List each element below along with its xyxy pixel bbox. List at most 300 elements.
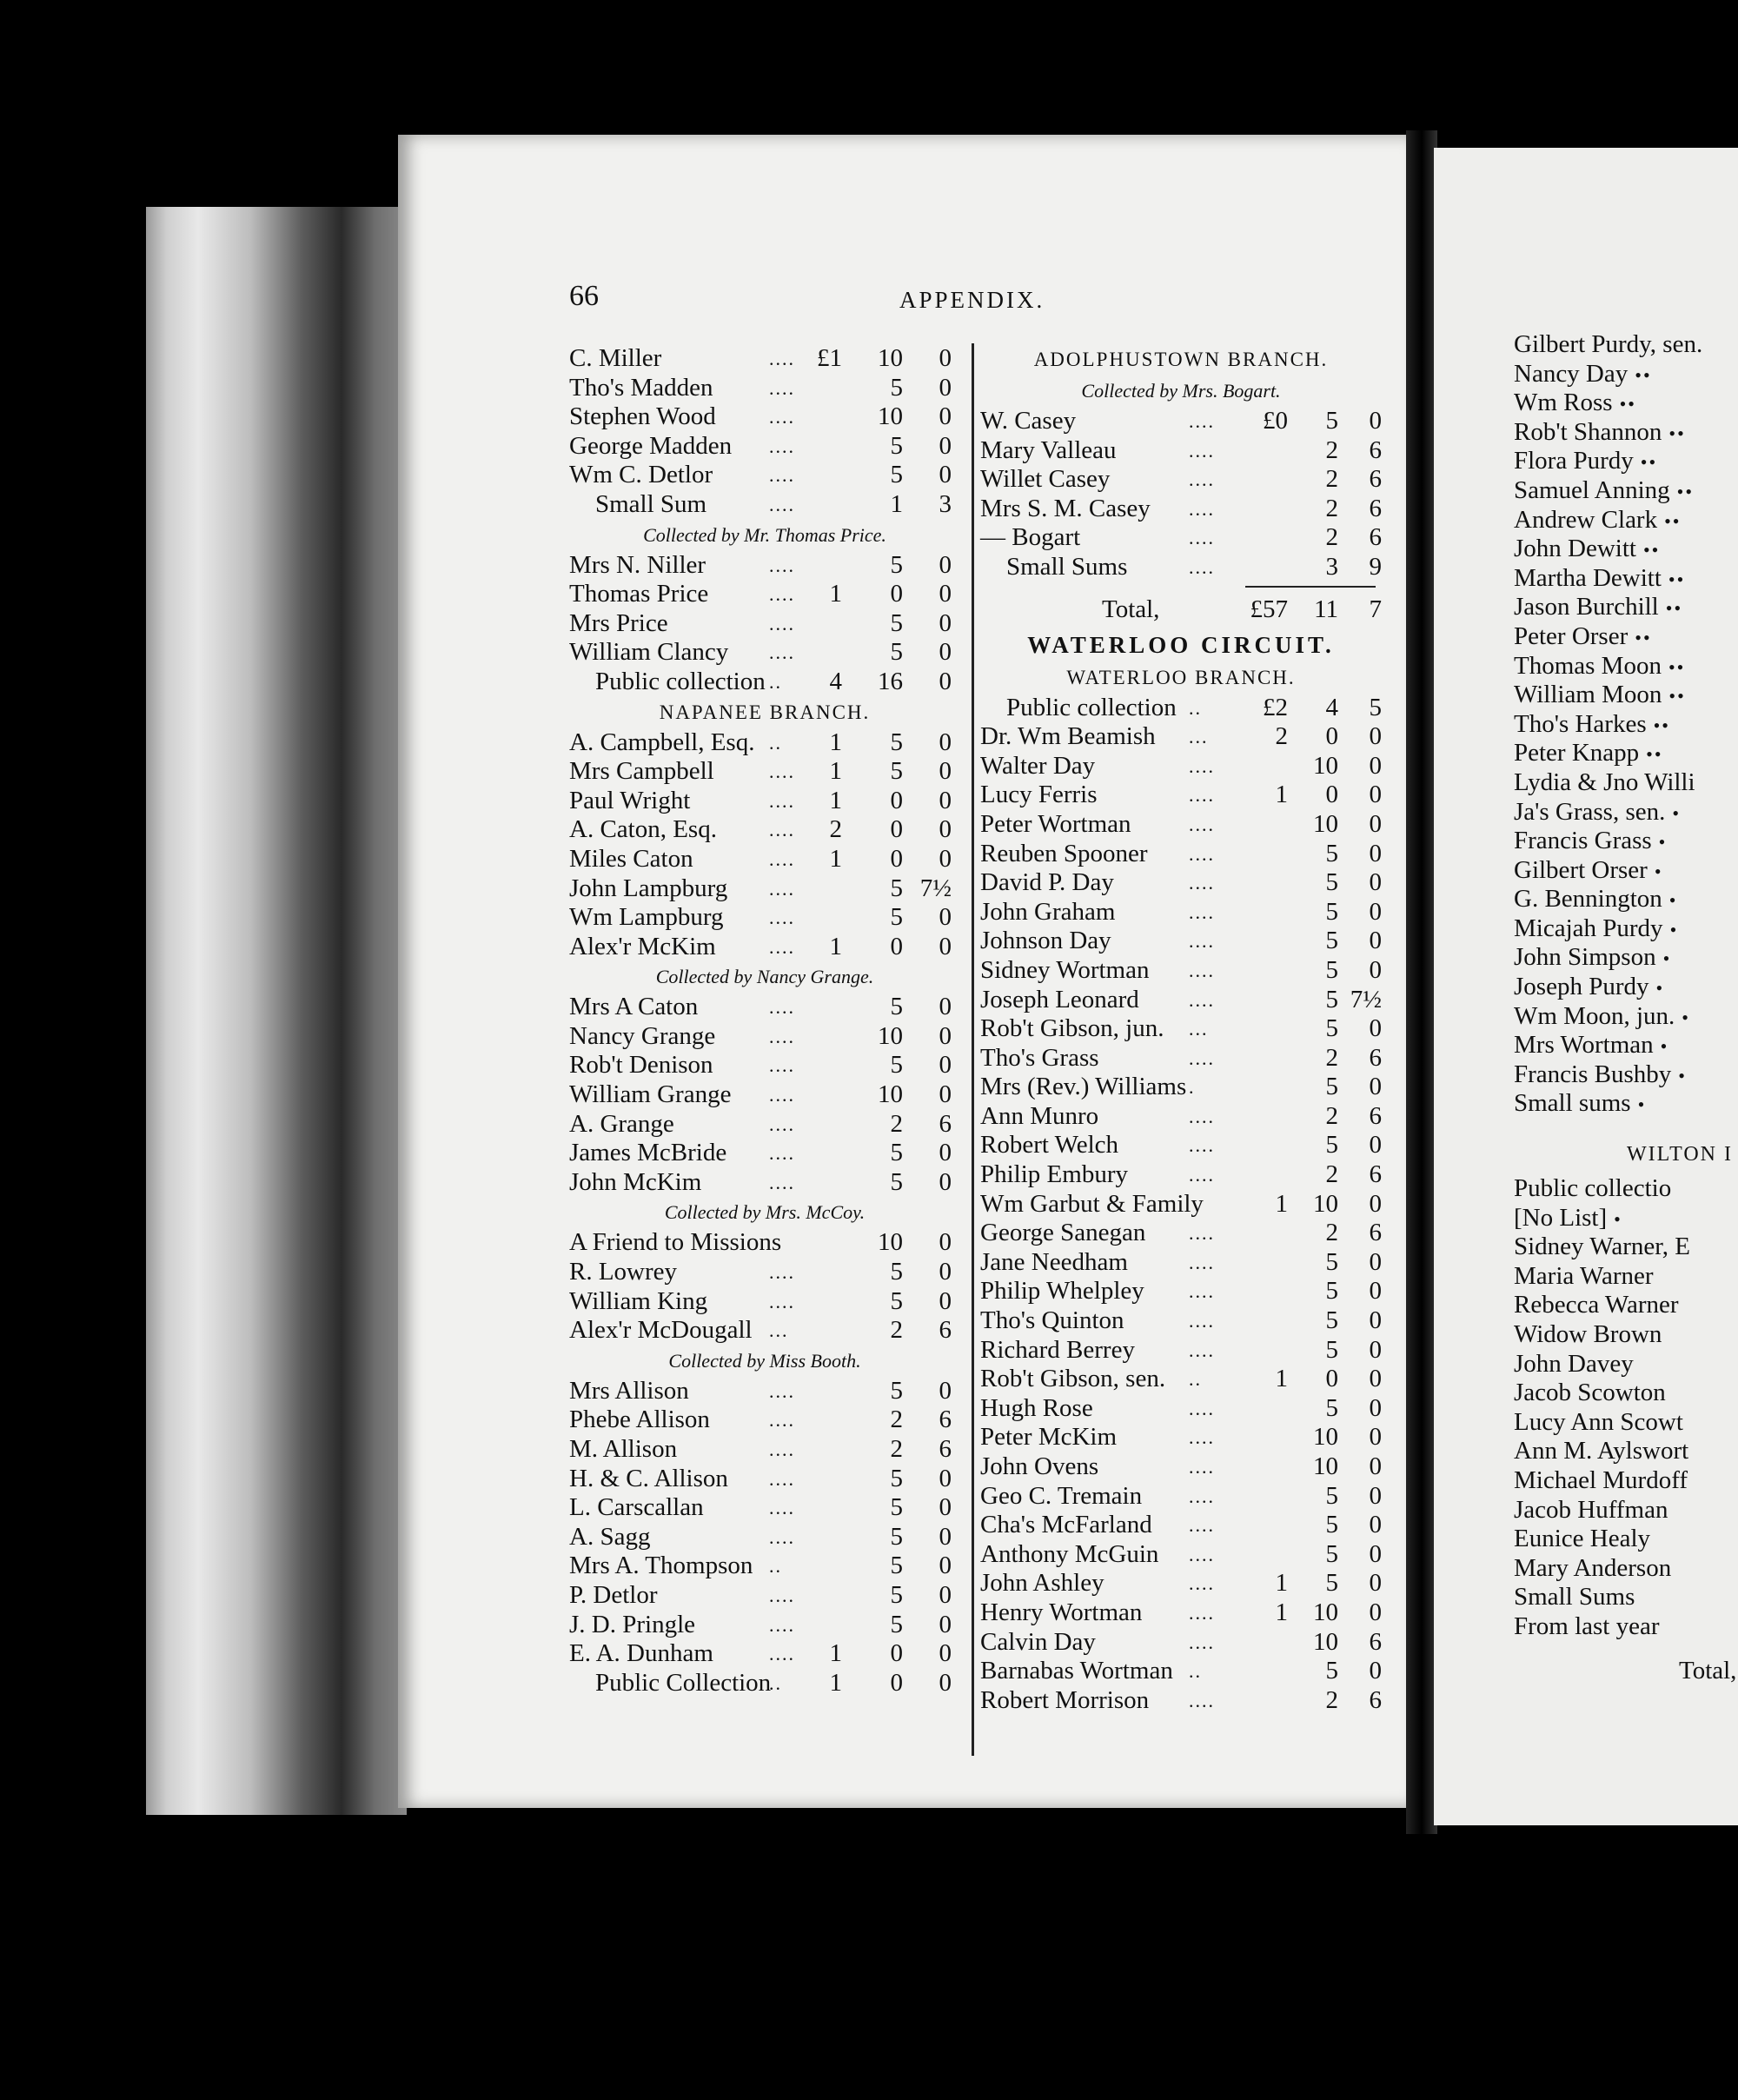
amount-shillings: 5 (890, 757, 903, 786)
contributor-name: A Friend to Missions (569, 1228, 782, 1257)
right-row (1514, 506, 1738, 535)
leader-dots: •• (1635, 626, 1652, 648)
right-row (1514, 973, 1738, 1002)
contributor-name: Widow Brown (1514, 1320, 1662, 1348)
branch-heading: WATERLOO BRANCH. (1066, 666, 1296, 688)
right-row (1514, 535, 1738, 564)
amount-shillings: 10 (1313, 1189, 1338, 1218)
contributor-name: Mrs N. Niller (569, 550, 706, 579)
leader-dots: .... (1189, 1164, 1215, 1186)
contributor-name: Thomas Price (569, 580, 709, 608)
right-row (1514, 768, 1738, 798)
branch-heading: NAPANEE BRANCH. (659, 701, 871, 723)
amount-pounds: 2 (829, 815, 842, 844)
amount-shillings: 10 (1313, 809, 1338, 838)
amount-shillings: 5 (890, 728, 903, 756)
total-label: Total, (1102, 595, 1160, 623)
ledger-row (980, 465, 1382, 495)
contributor-name: Rob't Denison (569, 1051, 713, 1080)
ledger-row (569, 374, 960, 403)
amount-shillings: 10 (878, 402, 903, 431)
leader-dots: .... (1189, 959, 1215, 981)
leader-dots: .. (769, 670, 782, 693)
amount-pence: 0 (1369, 1131, 1382, 1160)
ledger-row (980, 694, 1382, 723)
ledger-row (980, 956, 1382, 986)
leader-dots: .... (769, 907, 795, 929)
contributor-name: E. A. Dunham (569, 1639, 713, 1668)
amount-pence: 0 (939, 1639, 952, 1668)
contributor-name: John Simpson (1514, 943, 1656, 972)
leader-dots: .... (769, 819, 795, 841)
leader-dots: .... (1189, 930, 1215, 953)
amount-pounds: £2 (1263, 693, 1288, 721)
contributor-name: Philip Whelpley (980, 1277, 1144, 1306)
amount-shillings: 5 (1325, 1393, 1338, 1422)
right-row (1514, 330, 1738, 360)
amount-pence: 0 (939, 993, 952, 1021)
leader-dots: ... (1189, 726, 1209, 748)
ledger-row (980, 523, 1382, 553)
amount-shillings: 16 (878, 667, 903, 695)
ledger-row (980, 1073, 1382, 1102)
amount-pence: 6 (1369, 1043, 1382, 1072)
contributor-name: Mrs Campbell (569, 757, 714, 786)
amount-pence: 0 (1369, 1014, 1382, 1043)
amount-pence: 0 (939, 608, 952, 637)
leader-dots: .... (1189, 410, 1215, 432)
amount-shillings: 0 (890, 844, 903, 873)
amount-shillings: 5 (890, 1610, 903, 1638)
amount-pounds: 1 (1275, 1365, 1288, 1393)
leader-dots: .... (1189, 469, 1215, 491)
amount-pence: 0 (939, 1021, 952, 1050)
contributor-name: Wm C. Detlor (569, 461, 713, 489)
contributor-name: Henry Wortman (980, 1598, 1143, 1626)
amount-pence: 0 (1369, 1481, 1382, 1510)
amount-pence: 6 (1369, 1627, 1382, 1656)
leader-dots: • (1654, 860, 1663, 882)
contributor-name: George Sanegan (980, 1219, 1146, 1247)
contributor-name: A. Grange (569, 1109, 674, 1138)
contributor-name: Nancy Day (1514, 359, 1629, 388)
contributor-name: Mrs A Caton (569, 993, 699, 1021)
amount-shillings: 5 (890, 1493, 903, 1522)
ledger-row (569, 638, 960, 668)
amount-pence: 6 (1369, 465, 1382, 494)
amount-shillings: 5 (1325, 1511, 1338, 1539)
total-label: Total, (1679, 1656, 1737, 1685)
amount-pence: 0 (939, 1080, 952, 1109)
contributor-name: John Davey (1514, 1349, 1634, 1378)
contributor-name: Small sums (1514, 1089, 1631, 1118)
leader-dots: • (1637, 1093, 1647, 1116)
leader-dots: .... (769, 554, 795, 576)
amount-pence: 0 (939, 1580, 952, 1609)
leader-dots: .... (1189, 1251, 1215, 1273)
leader-dots: .... (769, 493, 795, 515)
ledger-row (569, 1022, 960, 1052)
amount-shillings: 3 (1325, 552, 1338, 581)
contributor-name: Jacob Huffman (1514, 1495, 1668, 1524)
amount-pence: 0 (1369, 1598, 1382, 1626)
contributor-name: Rob't Gibson, jun. (980, 1014, 1164, 1043)
contributor-name: Small Sums (1006, 552, 1128, 581)
contributor-name: Peter Wortman (980, 809, 1131, 838)
contributor-name: P. Detlor (569, 1580, 658, 1609)
leader-dots: .... (1189, 1631, 1215, 1653)
leader-dots: .... (769, 1113, 795, 1135)
contributor-name: Peter McKim (980, 1423, 1118, 1452)
right-row (1514, 1089, 1738, 1119)
contributor-name: Joseph Leonard (980, 985, 1139, 1013)
amount-shillings: 0 (890, 932, 903, 960)
amount-pence: 0 (939, 1258, 952, 1286)
ledger-row (980, 1190, 1382, 1219)
ledger-row (980, 986, 1382, 1015)
amount-pence: 0 (1369, 1657, 1382, 1685)
ledger-row (569, 787, 960, 816)
amount-pence: 0 (939, 550, 952, 579)
right-row (1514, 1204, 1738, 1233)
ledger-row (569, 344, 960, 374)
leader-dots: • (1682, 1006, 1690, 1028)
contributor-name: William King (569, 1286, 708, 1315)
contributor-name: Peter Knapp (1514, 739, 1640, 768)
right-row (1514, 1612, 1738, 1642)
amount-pence: 0 (939, 638, 952, 667)
contributor-name: Wm Ross (1514, 389, 1613, 417)
contributor-name: Joseph Purdy (1514, 973, 1649, 1001)
leader-dots: .... (769, 348, 795, 369)
amount-pence: 6 (1369, 1160, 1382, 1189)
contributor-name: H. & C. Allison (569, 1464, 728, 1492)
amount-pence: 0 (939, 903, 952, 932)
right-row (1514, 1496, 1738, 1525)
amount-pence: 0 (1369, 897, 1382, 926)
contributor-name: Mrs (Rev.) Williams (980, 1073, 1187, 1101)
leader-dots: • (1672, 801, 1682, 824)
amount-shillings: 5 (1325, 1306, 1338, 1335)
leader-dots: • (1655, 977, 1665, 1000)
ledger-row (980, 781, 1382, 810)
leader-dots: .. (769, 1671, 782, 1694)
leader-dots: .... (769, 641, 795, 664)
amount-pence: 0 (939, 1286, 952, 1315)
ledger-row (569, 903, 960, 933)
contributor-name: Richard Berrey (980, 1335, 1135, 1364)
amount-shillings: 5 (890, 1258, 903, 1286)
leader-dots: .. (1189, 1660, 1202, 1683)
amount-pence: 0 (1369, 751, 1382, 780)
contributor-name: John McKim (569, 1167, 702, 1196)
contributor-name: Eunice Healy (1514, 1525, 1651, 1553)
contributor-name: A. Caton, Esq. (569, 815, 717, 844)
amount-pence: 0 (1369, 1539, 1382, 1568)
contributor-name: Samuel Anning (1514, 475, 1670, 504)
leader-dots: .. (1189, 696, 1202, 719)
amount-pence: 0 (939, 1139, 952, 1167)
amount-shillings: 0 (890, 1639, 903, 1668)
amount-pence: 0 (939, 1376, 952, 1405)
leader-dots: .... (769, 1525, 795, 1548)
ledger-row (980, 1686, 1382, 1716)
contributor-name: Mary Anderson (1514, 1553, 1672, 1582)
contributor-name: Tho's Quinton (980, 1306, 1124, 1335)
amount-shillings: 5 (890, 431, 903, 460)
amount-shillings: 5 (1325, 1014, 1338, 1043)
amount-pence: 7½ (1350, 985, 1382, 1013)
contributor-name: A. Campbell, Esq. (569, 728, 755, 756)
leader-dots: •• (1640, 451, 1658, 474)
ledger-row (569, 1377, 960, 1406)
amount-pounds: 2 (1275, 722, 1288, 751)
amount-pence: 0 (1369, 955, 1382, 984)
ledger-row (569, 1316, 960, 1346)
leader-dots: .... (769, 1584, 795, 1606)
ledger-row (569, 490, 960, 520)
amount-shillings: 0 (890, 815, 903, 844)
amount-shillings: 5 (1325, 839, 1338, 867)
ledger-row (980, 868, 1382, 898)
amount-shillings: 4 (1325, 693, 1338, 721)
leader-dots: •• (1668, 568, 1686, 590)
leader-dots: .... (769, 464, 795, 487)
contributor-name: W. Casey (980, 407, 1077, 435)
amount-shillings: 5 (1325, 1277, 1338, 1306)
leader-dots: .... (1189, 497, 1215, 520)
amount-pence: 0 (939, 757, 952, 786)
right-row (1514, 885, 1738, 914)
amount-pence: 0 (1369, 407, 1382, 435)
contributor-name: Flora Purdy (1514, 447, 1634, 475)
amount-pounds: 1 (829, 728, 842, 756)
leader-dots: • (1668, 889, 1678, 912)
amount-shillings: 2 (1325, 1101, 1338, 1130)
right-row (1514, 1060, 1738, 1090)
total-pence: 7 (1369, 595, 1382, 623)
amount-shillings: 5 (1325, 897, 1338, 926)
right-row (1514, 856, 1738, 886)
amount-pence: 0 (939, 1668, 952, 1697)
right-row (1514, 798, 1738, 827)
contributor-name: Micajah Purdy (1514, 914, 1663, 942)
ledger-row (980, 1452, 1382, 1482)
contributor-name: John Ovens (980, 1452, 1099, 1480)
ledger-row (980, 722, 1382, 752)
amount-pounds: 4 (829, 667, 842, 695)
contributor-name: Wm Moon, jun. (1514, 1001, 1675, 1030)
amount-pence: 0 (1369, 1073, 1382, 1101)
ledger-row (980, 1248, 1382, 1278)
amount-pence: 0 (939, 1493, 952, 1522)
left-column (569, 344, 960, 1698)
ledger-row (569, 1493, 960, 1523)
amount-shillings: 0 (1325, 1365, 1338, 1393)
leader-dots: .. (769, 731, 782, 754)
leader-dots: .... (1189, 1426, 1215, 1449)
contributor-name: George Madden (569, 431, 733, 460)
amount-pence: 0 (939, 431, 952, 460)
ledger-row (569, 609, 960, 639)
contributor-name: Johnson Day (980, 927, 1111, 955)
amount-pence: 0 (939, 728, 952, 756)
contributor-name: G. Bennington (1514, 885, 1662, 914)
amount-pence: 0 (1369, 1452, 1382, 1480)
amount-pence: 0 (939, 580, 952, 608)
right-row (1514, 418, 1738, 448)
leader-dots: .... (1189, 1397, 1215, 1419)
amount-shillings: 0 (1325, 781, 1338, 809)
ledger-row (569, 1552, 960, 1581)
branch-heading: WILTON I (1627, 1143, 1733, 1166)
amount-shillings: 10 (878, 1021, 903, 1050)
amount-pence: 0 (939, 815, 952, 844)
ledger-row (569, 757, 960, 787)
contributor-name: Public collection (595, 667, 766, 695)
contributor-name: Robert Welch (980, 1131, 1119, 1160)
right-row (1514, 681, 1738, 710)
amount-shillings: 5 (890, 903, 903, 932)
total-row (980, 591, 1382, 628)
contributor-name: Cha's McFarland (980, 1511, 1152, 1539)
ledger-row (569, 933, 960, 962)
collector-heading: Collected by Miss Booth. (668, 1349, 861, 1372)
right-row (1514, 1525, 1738, 1554)
contributor-name: Francis Grass (1514, 827, 1652, 855)
leader-dots: .... (1189, 1310, 1215, 1332)
amount-shillings: 2 (1325, 1219, 1338, 1247)
contributor-name: Small Sums (1514, 1583, 1635, 1612)
right-row (1514, 943, 1738, 973)
contributor-name: Thomas Moon (1514, 651, 1662, 680)
contributor-name: Stephen Wood (569, 402, 716, 431)
amount-shillings: 5 (890, 550, 903, 579)
ledger-row (980, 1160, 1382, 1190)
leader-dots: .... (769, 761, 795, 783)
contributor-name: Mrs Price (569, 608, 668, 637)
amount-pence: 0 (1369, 1306, 1382, 1335)
amount-pence: 0 (1369, 1277, 1382, 1306)
amount-pence: 9 (1369, 552, 1382, 581)
amount-pence: 7½ (919, 874, 952, 902)
amount-shillings: 2 (890, 1406, 903, 1434)
ledger-row (980, 553, 1382, 582)
leader-dots: .... (769, 1467, 795, 1490)
amount-shillings: 2 (1325, 465, 1338, 494)
amount-shillings: 5 (1325, 1247, 1338, 1276)
contributor-name: Public collectio (1514, 1174, 1672, 1203)
ledger-row (980, 840, 1382, 869)
leader-dots: .... (769, 789, 795, 812)
leader-dots: .... (1189, 1456, 1215, 1478)
right-row (1514, 1466, 1738, 1496)
amount-pence: 6 (1369, 435, 1382, 464)
right-row (1514, 1031, 1738, 1060)
ledger-row (569, 461, 960, 490)
page-number: 66 (569, 280, 599, 312)
leader-dots: .... (1189, 754, 1215, 777)
total-shillings: 11 (1314, 595, 1338, 623)
contributor-name: Jason Burchill (1514, 593, 1659, 621)
amount-shillings: 5 (890, 1376, 903, 1405)
ledger-row (980, 1131, 1382, 1160)
contributor-name: Lucy Ann Scowt (1514, 1407, 1683, 1436)
amount-shillings: 10 (878, 344, 903, 372)
contributor-name: Hugh Rose (980, 1393, 1093, 1422)
ledger-row (569, 1406, 960, 1435)
leader-dots: .... (769, 877, 795, 900)
leader-dots: .... (1189, 813, 1215, 835)
leader-dots: .... (1189, 900, 1215, 923)
ledger-row (980, 1482, 1382, 1512)
amount-shillings: 10 (1313, 1598, 1338, 1626)
amount-shillings: 0 (890, 1668, 903, 1697)
contributor-name: Nancy Grange (569, 1021, 716, 1050)
right-column (1514, 330, 1738, 1691)
amount-shillings: 5 (1325, 1569, 1338, 1598)
contributor-name: Tho's Grass (980, 1043, 1099, 1072)
book-gutter (1406, 130, 1437, 1834)
ledger-row (980, 1569, 1382, 1598)
leader-dots: •• (1653, 714, 1671, 736)
ledger-row (980, 1394, 1382, 1424)
contributor-name: Martha Dewitt (1514, 563, 1662, 592)
contributor-name: Willet Casey (980, 465, 1111, 494)
contributor-name: Mrs Wortman (1514, 1031, 1654, 1060)
contributor-name: Phebe Allison (569, 1406, 710, 1434)
leader-dots: .... (1189, 555, 1215, 578)
contributor-name: Sidney Warner, E (1514, 1233, 1690, 1261)
amount-shillings: 5 (890, 608, 903, 637)
amount-pounds: 1 (829, 844, 842, 873)
contributor-name: Lucy Ferris (980, 781, 1098, 809)
amount-pence: 0 (1369, 839, 1382, 867)
contributor-name: J. D. Pringle (569, 1610, 695, 1638)
contributor-name: Wm Garbut & Family (980, 1189, 1204, 1218)
leader-dots: .... (769, 376, 795, 399)
leader-dots: . (1189, 1076, 1196, 1099)
leader-dots: .... (1189, 784, 1215, 807)
contributor-name: Anthony McGuin (980, 1539, 1159, 1568)
ledger-row (980, 1014, 1382, 1044)
amount-shillings: 5 (890, 1167, 903, 1196)
amount-pounds: £0 (1263, 407, 1288, 435)
right-row (1514, 476, 1738, 506)
amount-pence: 0 (939, 1051, 952, 1080)
leader-dots: •• (1619, 393, 1636, 415)
amount-pence: 0 (939, 667, 952, 695)
amount-pence: 0 (1369, 1189, 1382, 1218)
contributor-name: William Moon (1514, 681, 1662, 709)
contributor-name: Alex'r McKim (569, 932, 716, 960)
leader-dots: .... (769, 583, 795, 606)
ledger-row (980, 1277, 1382, 1306)
ledger-row (569, 1051, 960, 1080)
amount-shillings: 2 (890, 1316, 903, 1345)
ledger-row (980, 927, 1382, 956)
amount-shillings: 0 (1325, 722, 1338, 751)
amount-pence: 0 (939, 402, 952, 431)
ledger-row (569, 1581, 960, 1611)
right-row (1514, 1002, 1738, 1032)
contributor-name: Michael Murdoff (1514, 1465, 1688, 1494)
contributor-name: James McBride (569, 1139, 727, 1167)
contributor-name: Mrs A. Thompson (569, 1552, 753, 1580)
ledger-row (980, 1423, 1382, 1452)
contributor-name: Ann Munro (980, 1101, 1099, 1130)
contributor-name: Walter Day (980, 751, 1096, 780)
